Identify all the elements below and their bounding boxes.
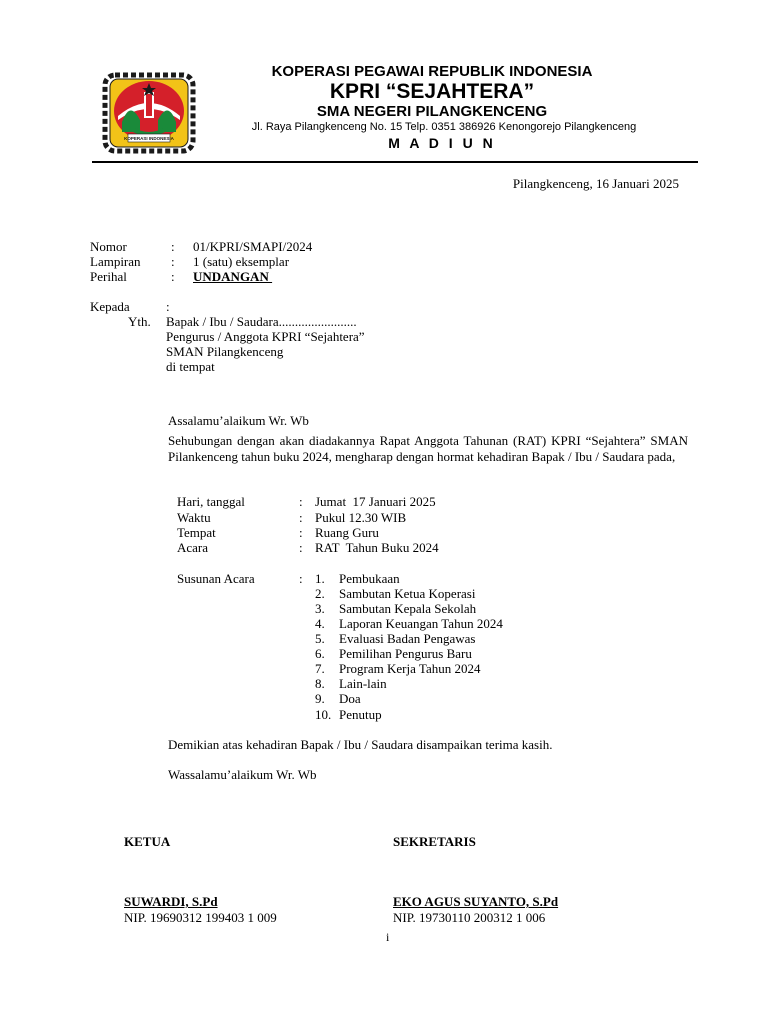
school-name: SMA NEGERI PILANGKENCENG [316, 103, 548, 120]
signature-title-sekretaris: SEKRETARIS [393, 834, 476, 849]
agenda-label: Susunan Acara [177, 571, 255, 586]
detail-colon: : [299, 510, 303, 525]
signature-nip-ketua: NIP. 19690312 199403 1 009 [124, 910, 277, 925]
recipient-line: di tempat [166, 359, 215, 374]
meta-value-lampiran: 1 (satu) eksemplar [193, 254, 290, 269]
agenda-number: 1. [315, 571, 325, 586]
meta-label-nomor: Nomor [90, 239, 127, 254]
cooperative-name: KPRI “SEJAHTERA” [329, 80, 535, 103]
signature-title-ketua: KETUA [124, 834, 171, 849]
detail-label: Waktu [177, 510, 211, 525]
greeting: Assalamu’alaikum Wr. Wb [168, 413, 309, 428]
agenda-item: Program Kerja Tahun 2024 [339, 661, 481, 676]
meta-value-perihal: UNDANGAN [193, 269, 273, 284]
agenda-item: Pembukaan [339, 571, 400, 586]
agenda-item: Evaluasi Badan Pengawas [339, 631, 476, 646]
agenda-item: Laporan Keuangan Tahun 2024 [339, 616, 503, 631]
detail-value: Pukul 12.30 WIB [315, 510, 407, 525]
detail-colon: : [299, 540, 303, 555]
detail-value: Jumat 17 Januari 2025 [315, 494, 436, 509]
agenda-number: 4. [315, 616, 325, 631]
organization-name: KOPERASI PEGAWAI REPUBLIK INDONESIA [271, 63, 593, 80]
detail-label: Hari, tanggal [177, 494, 245, 509]
meta-label-lampiran: Lampiran [90, 254, 141, 269]
agenda-number: 6. [315, 646, 325, 661]
kpri-logo [100, 70, 198, 156]
agenda-number: 5. [315, 631, 325, 646]
signature-nip-sekretaris: NIP. 19730110 200312 1 006 [393, 910, 546, 925]
detail-colon: : [299, 525, 303, 540]
agenda-item: Doa [339, 691, 361, 706]
agenda-item: Sambutan Ketua Koperasi [339, 586, 476, 601]
meta-colon: : [171, 254, 175, 269]
detail-value: Ruang Guru [315, 525, 379, 540]
recipient-line: Bapak / Ibu / Saudara........................ [166, 314, 357, 329]
city: M A D I U N [388, 135, 496, 151]
recipient-label: Kepada [90, 299, 130, 314]
recipient-line: Pengurus / Anggota KPRI “Sejahtera” [166, 329, 365, 344]
farewell: Wassalamu’alaikum Wr. Wb [168, 767, 317, 782]
agenda-item: Sambutan Kepala Sekolah [339, 601, 477, 616]
page-number: i [386, 930, 390, 944]
detail-value: RAT Tahun Buku 2024 [315, 540, 439, 555]
agenda-number: 2. [315, 586, 325, 601]
agenda-colon: : [299, 571, 303, 586]
meta-label-perihal: Perihal [90, 269, 127, 284]
agenda-item: Lain-lain [339, 676, 387, 691]
agenda-number: 10. [315, 707, 332, 722]
logo-text: KOPERASI INDONESIA [124, 136, 174, 141]
closing-text: Demikian atas kehadiran Bapak / Ibu / Saudara disampaikan terima kasih. [168, 737, 553, 752]
letterhead-divider [92, 161, 698, 163]
signature-name-ketua: SUWARDI, S.Pd [124, 894, 218, 909]
meta-colon: : [171, 239, 175, 254]
recipient-line: SMAN Pilangkenceng [166, 344, 284, 359]
meta-value-nomor: 01/KPRI/SMAPI/2024 [193, 239, 313, 254]
detail-label: Tempat [177, 525, 216, 540]
agenda-number: 8. [315, 676, 325, 691]
date-line: Pilangkenceng, 16 Januari 2025 [512, 176, 679, 191]
recipient-colon: : [166, 299, 170, 314]
meta-colon: : [171, 269, 175, 284]
signature-name-sekretaris: EKO AGUS SUYANTO, S.Pd [393, 894, 559, 909]
body-paragraph: Sehubungan dengan akan diadakannya Rapat Anggota Tahunan (RAT) KPRI “Sejahtera” SMAN Pilankenceng tahun buku 2024, mengharap dengan hormat kehadiran Bapak / Ibu / Saudara pada, [168, 433, 688, 464]
agenda-number: 3. [315, 601, 325, 616]
agenda-item: Penutup [339, 707, 382, 722]
agenda-item: Pemilihan Pengurus Baru [339, 646, 472, 661]
detail-colon: : [299, 494, 303, 509]
agenda-number: 7. [315, 661, 325, 676]
detail-label: Acara [177, 540, 209, 555]
address: Jl. Raya Pilangkenceng No. 15 Telp. 0351 386926 Kenongorejo Pilangkenceng [251, 121, 637, 133]
recipient-yth: Yth. [128, 314, 151, 329]
agenda-number: 9. [315, 691, 325, 706]
